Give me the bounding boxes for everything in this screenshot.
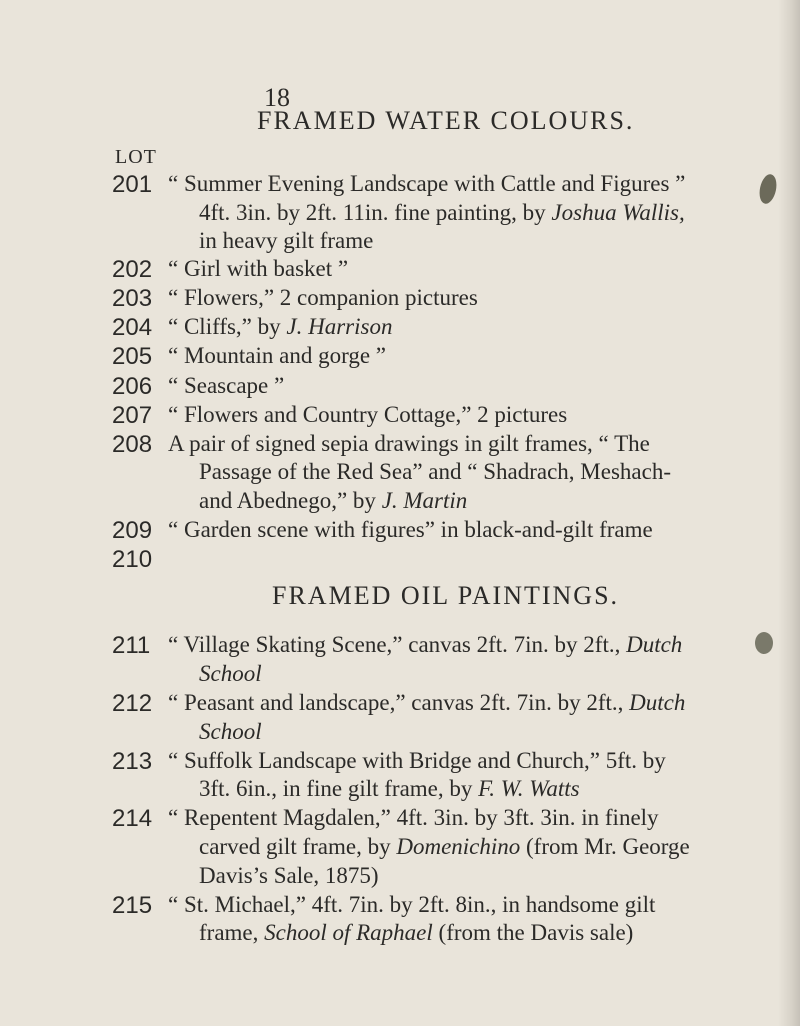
lot-detail: carved gilt frame, by — [199, 834, 397, 859]
lot-number: 209 — [112, 517, 153, 544]
ink-spot — [755, 632, 773, 654]
lot-number: 210 — [112, 546, 153, 573]
lot-detail: 3ft. 6in., in fine gilt frame, by — [199, 776, 479, 801]
artist-name: F. W. Watts — [478, 776, 580, 801]
lot-number: 213 — [112, 748, 153, 775]
artist-name: School of Raphael — [264, 920, 433, 945]
page-number: 18 — [264, 83, 290, 112]
lot-detail: “ Peasant and landscape,” canvas 2ft. 7in. by 2ft., — [168, 690, 630, 715]
artist-name: Dutch — [626, 632, 683, 657]
lot-description: “ Suffolk Landscape with Bridge and Church,” 5ft. by — [168, 748, 666, 773]
lot-description: “ Seascape ” — [168, 373, 285, 398]
artist-name: J. Harrison — [286, 314, 393, 339]
lot-number: 212 — [112, 690, 153, 717]
lot-description: Davis’s Sale, 1875) — [199, 863, 379, 888]
lot-number: 201 — [112, 171, 153, 198]
lot-number: 208 — [112, 431, 153, 458]
lot-description: “ Flowers,” 2 companion pictures — [168, 285, 478, 310]
page-edge-shadow — [778, 0, 800, 1026]
lot-description: “ Mountain and gorge ” — [168, 343, 387, 368]
lot-number: 203 — [112, 285, 153, 312]
lot-description: A pair of signed sepia drawings in gilt frames, “ The — [168, 431, 650, 456]
lot-description — [199, 662, 262, 685]
lot-description — [199, 777, 580, 800]
lot-description — [168, 315, 392, 338]
lot-description: “ Garden scene with figures” in black-and-gilt frame — [168, 517, 653, 542]
lot-detail: (from the Davis sale) — [432, 920, 634, 945]
artist-name: Domenichino — [396, 834, 521, 859]
lot-detail: 4ft. 3in. by 2ft. 11in. fine painting, by — [199, 200, 552, 225]
lot-number: 205 — [112, 343, 153, 370]
artist-name: Joshua Wallis, — [551, 200, 685, 225]
lot-column-header: LOT — [115, 146, 157, 168]
lot-description: Passage of the Red Sea” and “ Shadrach, Meshach- — [199, 459, 671, 484]
lot-detail: (from Mr. George — [520, 834, 690, 859]
lot-number: 214 — [112, 805, 153, 832]
lot-detail: “ Village Skating Scene,” canvas 2ft. 7in. by 2ft., — [168, 632, 627, 657]
lot-description: “ Girl with basket ” — [168, 256, 349, 281]
lot-description — [199, 489, 467, 512]
lot-description — [199, 921, 633, 944]
lot-detail: frame, — [199, 920, 265, 945]
lot-number: 207 — [112, 402, 153, 429]
section-title-water-colours: FRAMED WATER COLOURS. — [257, 106, 635, 135]
lot-description: “ Flowers and Country Cottage,” 2 pictures — [168, 402, 568, 427]
lot-description: “ Summer Evening Landscape with Cattle and Figures ” — [168, 171, 686, 196]
artist-name: J. Martin — [381, 488, 468, 513]
lot-description — [168, 691, 685, 714]
lot-description — [199, 835, 690, 858]
section-title-oil-paintings: FRAMED OIL PAINTINGS. — [272, 581, 620, 610]
lot-number: 211 — [112, 632, 151, 659]
lot-number: 202 — [112, 256, 153, 283]
artist-name: School — [199, 661, 262, 686]
lot-detail: “ Cliffs,” by — [168, 314, 287, 339]
lot-number: 215 — [112, 892, 153, 919]
lot-description — [199, 720, 262, 743]
lot-description — [168, 633, 682, 656]
lot-description: “ St. Michael,” 4ft. 7in. by 2ft. 8in., in handsome gilt — [168, 892, 656, 917]
lot-number: 204 — [112, 314, 153, 341]
lot-description: in heavy gilt frame — [199, 228, 374, 253]
lot-description — [199, 201, 685, 224]
ink-spot — [757, 173, 779, 206]
artist-name: School — [199, 719, 262, 744]
lot-detail: and Abednego,” by — [199, 488, 382, 513]
lot-number: 206 — [112, 373, 153, 400]
lot-description: “ Repentent Magdalen,” 4ft. 3in. by 3ft. 3in. in finely — [168, 805, 659, 830]
artist-name: Dutch — [629, 690, 686, 715]
